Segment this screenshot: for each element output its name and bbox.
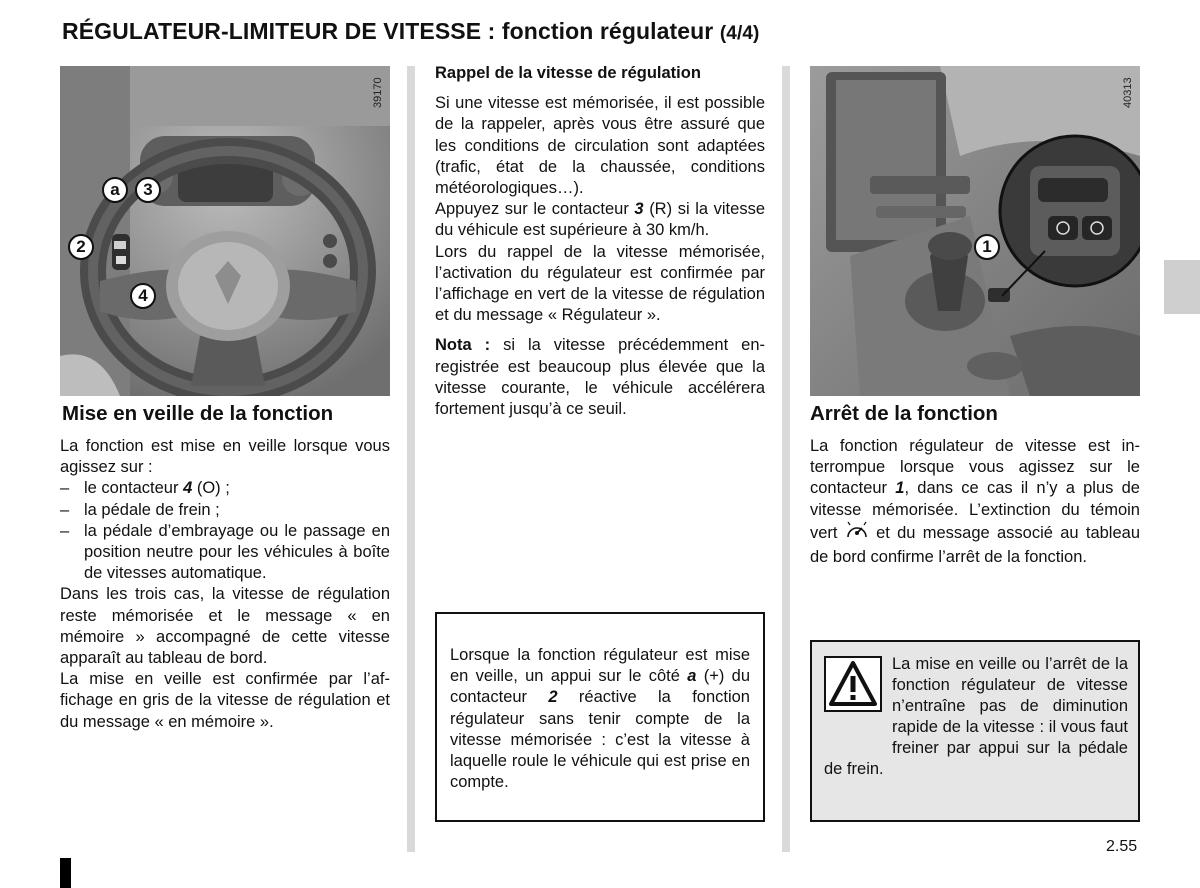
warning-box: [810, 640, 1140, 822]
center-console-figure: [810, 66, 1140, 396]
section-heading-stop: Arrêt de la fonction: [810, 402, 998, 425]
warning-text: La mise en veille ou l’arrêt de la fonction régulateur de vitesse n’entraîne pas de diminution rapide de la vitesse : il vous faut freiner par appui sur la pédale de frein.: [824, 655, 1128, 778]
standby-list: [60, 478, 390, 584]
list-item: – la pédale d’embrayage ou le passage en position neutre pour les véhicules à boîte de vitesses automatique.: [60, 521, 390, 583]
standby-intro: La fonction est mise en veille lorsque vous agissez sur :: [60, 437, 390, 477]
figure-number: 40313: [1122, 77, 1134, 108]
callout-2: 2: [68, 234, 94, 260]
callout-1: 1: [974, 234, 1000, 260]
recall-para-1: Si une vitesse est mémorisée, il est possible de la rappeler, après vous être assuré que les conditions de circulation sont adaptées (trafic, état de la chaussée, conditions météorologiques…).: [435, 94, 765, 198]
title-main: RÉGULATEUR-LIMITEUR DE VITESSE : fonction régulateur: [62, 18, 714, 44]
standby-reactivation-box: [435, 612, 765, 822]
recall-para-2: Appuyez sur le contacteur 3 (R) si la vitesse du véhicule est supérieure à 30 km/h.: [435, 200, 765, 240]
section-heading-standby: Mise en veille de la fonction: [62, 402, 334, 425]
page-number: 2.55: [1106, 838, 1138, 855]
standby-para-2: Dans les trois cas, la vitesse de régulation reste mémorisée et le message « en mémoire » accompagné de cette vitesse apparaît au tableau de bord.: [60, 585, 390, 668]
title-page-indicator: (4/4): [719, 23, 760, 44]
cruise-control-indicator-icon: [845, 521, 869, 547]
callout-4: 4: [130, 283, 156, 309]
page-title: [62, 18, 759, 45]
steering-wheel-figure: [60, 66, 390, 396]
recall-subheading: Rappel de la vitesse de régulation: [435, 64, 701, 82]
recall-text: [435, 63, 765, 420]
list-item: – le contacteur 4 (O) ;: [60, 479, 230, 498]
nota-paragraph: Nota : si la vitesse précédemment enregistrée est beaucoup plus élevée que la vitesse courante, le véhicule accélérera fortement jusqu’à ce seuil.: [435, 336, 765, 419]
list-item: – la pédale de frein ;: [60, 500, 220, 519]
standby-para-3: La mise en veille est confirmée par l’affichage en gris de la vitesse de régulation et du message « en mémoire ».: [60, 670, 390, 731]
column-separator-1: [407, 66, 415, 852]
box-text: Lorsque la fonction régulateur est mise en veille, un appui sur le côté a (+) du contacteur 2 réactive la fonction régulateur sans tenir compte de la vitesse mémorisée : c’est la vitesse à laquelle roule le véhicule qui est prise en compte.: [450, 646, 750, 792]
recall-para-3: Lors du rappel de la vitesse mémorisée, l’activation du régulateur est confirmée par l’affichage en vert de la vitesse de régulation et du message « Régulateur ».: [435, 242, 765, 325]
callout-a: a: [102, 177, 128, 203]
standby-text: [60, 436, 390, 733]
page-edge-marker: [60, 858, 71, 888]
section-thumb-tab: [1164, 260, 1200, 314]
figure-number: 39170: [372, 77, 384, 108]
nota-label: Nota :: [435, 336, 491, 355]
stop-text: La fonction régulateur de vitesse est interrompue lorsque vous agissez sur le contacteur 1, dans ce cas il n’y a plus de vitesse mémorisée. L’extinction du témoin vert et du message associé au tableau de bord confirme l’arrêt de la fonction.: [810, 437, 1140, 567]
column-separator-2: [782, 66, 790, 852]
callout-3: 3: [135, 177, 161, 203]
